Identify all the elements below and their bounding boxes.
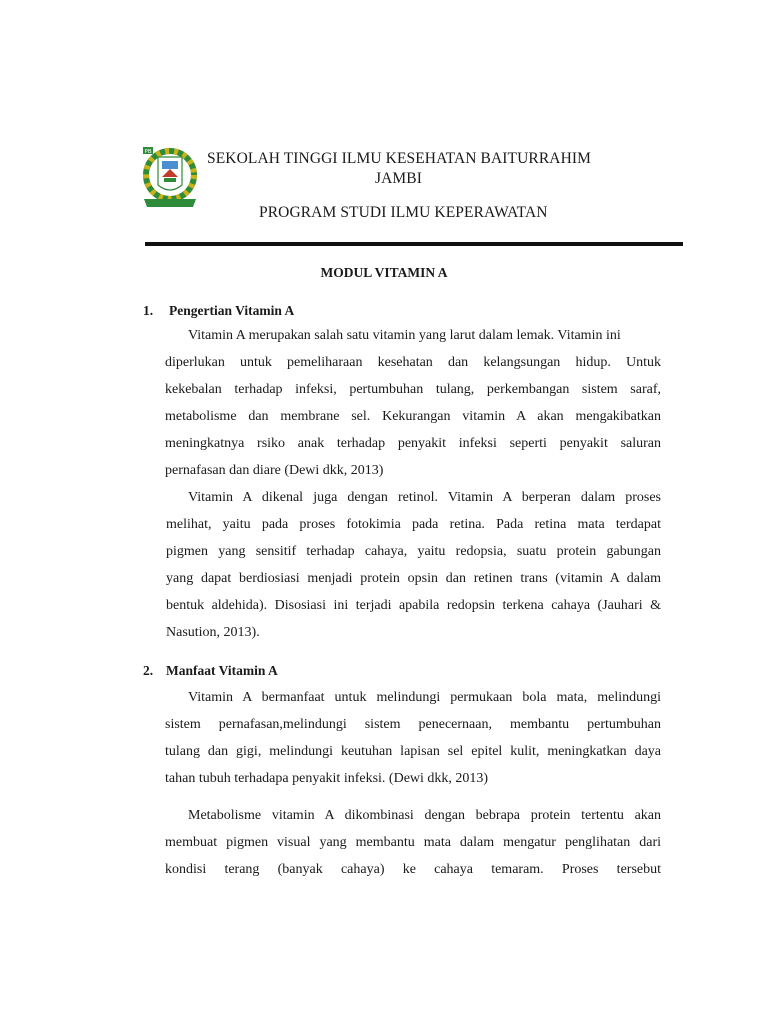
paragraph-line: meningkatnya rsiko anak terhadap penyakit infeksi seperti penyakit saluran: [165, 436, 661, 451]
paragraph-line: diperlukan untuk pemeliharaan kesehatan dan kelangsungan hidup. Untuk: [165, 355, 661, 370]
paragraph-line: Metabolisme vitamin A dikombinasi dengan bebrapa protein tertentu akan: [188, 808, 661, 823]
paragraph-line: melihat, yaitu pada proses fotokimia pada retina. Pada retina mata terdapat: [166, 517, 661, 532]
institution-logo-icon: [140, 145, 200, 211]
paragraph-line: metabolisme dan membrane sel. Kekurangan vitamin A akan mengakibatkan: [165, 409, 661, 424]
paragraph-line: membuat pigmen visual yang membantu mata dalam mengatur penglihatan dari: [165, 835, 661, 850]
section-heading: Manfaat Vitamin A: [166, 663, 278, 678]
paragraph-line: Vitamin A dikenal juga dengan retinol. Vitamin A berperan dalam proses: [188, 490, 661, 505]
paragraph-line: pernafasan dan diare (Dewi dkk, 2013): [165, 463, 384, 478]
paragraph-line: sistem pernafasan,melindungi sistem penecernaan, membantu pertumbuhan: [165, 717, 661, 732]
section-number: 1.: [143, 303, 154, 318]
paragraph-line: tulang dan gigi, melindungi keutuhan lapisan sel epitel kulit, meningkatkan daya: [165, 744, 661, 759]
institution-name-line2: JAMBI: [375, 170, 423, 187]
paragraph-line: pigmen yang sensitif terhadap cahaya, yaitu redopsia, suatu protein gabungan: [166, 544, 661, 559]
program-name: PROGRAM STUDI ILMU KEPERAWATAN: [259, 204, 548, 221]
paragraph-line: Vitamin A bermanfaat untuk melindungi permukaan bola mata, melindungi: [188, 690, 661, 705]
logo-badge-text: PB: [144, 149, 152, 155]
paragraph-line: kondisi terang (banyak cahaya) ke cahaya temaram. Proses tersebut: [165, 862, 661, 877]
header-divider: [145, 242, 683, 246]
paragraph-line: yang dapat berdiosiasi menjadi protein opsin dan retinen trans (vitamin A dalam: [166, 571, 661, 586]
paragraph-line: tahan tubuh terhadapa penyakit infeksi. (Dewi dkk, 2013): [165, 771, 489, 786]
paragraph-line: Vitamin A merupakan salah satu vitamin yang larut dalam lemak. Vitamin ini: [188, 328, 621, 343]
paragraph-line: Nasution, 2013).: [166, 625, 260, 640]
section-number: 2.: [143, 663, 154, 678]
paragraph-line: bentuk aldehida). Disosiasi ini terjadi apabila redopsin terkena cahaya (Jauhari &: [166, 598, 661, 613]
institution-name-line1: SEKOLAH TINGGI ILMU KESEHATAN BAITURRAHIM: [207, 150, 592, 167]
document-title: MODUL VITAMIN A: [320, 265, 448, 280]
paragraph-line: kekebalan terhadap infeksi, pertumbuhan tulang, perkembangan sistem saraf,: [165, 382, 661, 397]
institution-logo: [140, 145, 200, 211]
section-heading: Pengertian Vitamin A: [169, 303, 295, 318]
